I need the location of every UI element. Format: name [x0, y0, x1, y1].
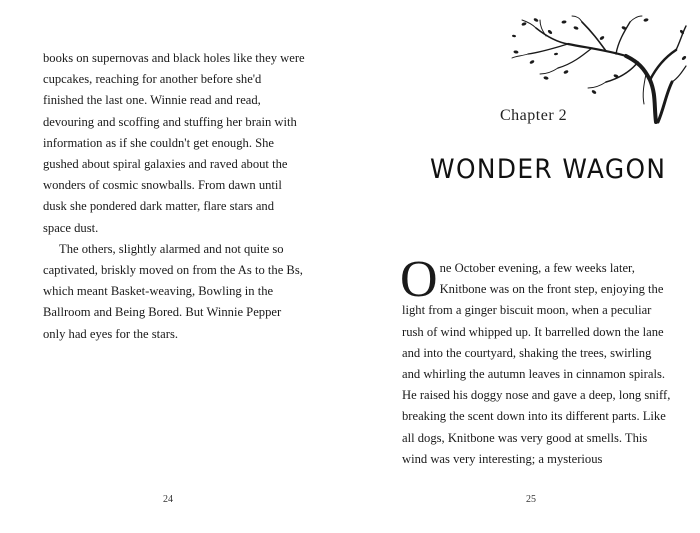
- left-paragraph-1: books on supernovas and black holes like they were cupcakes, reaching for another before she'd finished the last one. Winnie read and read, devouring and scoffing and stuffing her brain with information as if she couldn't get enough. She gushed about spiral galaxies and raved about the wonders of cosmic snowballs. From dawn until dusk she pondered dark matter, flare stars and space dust.: [43, 51, 305, 235]
- chapter-title: WONDER WAGON: [430, 154, 667, 186]
- right-page-text: [400, 251, 672, 470]
- chapter-label: Chapter 2: [500, 107, 568, 124]
- page-number-left: 24: [163, 494, 173, 505]
- left-paragraph-2: The others, slightly alarmed and not quite so captivated, briskly moved on from the As to the Bs, which meant Basket-weaving, Bowling in the Ballroom and Being Bored. But Winnie Pepper only had eyes for the stars.: [43, 241, 303, 341]
- left-page-text: [43, 48, 305, 345]
- right-paragraph-1: [400, 251, 672, 470]
- right-page: [350, 0, 700, 533]
- page-number-right: 25: [526, 494, 536, 505]
- drop-cap: O: [400, 251, 438, 308]
- right-paragraph-1-text: ne October evening, a few weeks later, Knitbone was on the front step, enjoying the light from a ginger biscuit moon, when a peculiar rush of wind whipped up. It barrelled down the lane and into the courtyard, shaking the trees, swirling and whirling the autumn leaves in cinnamon spirals. He raised his doggy nose and gave a deep, long sniff, breaking the scent down into its different parts. Like all dogs, Knitbone was very good at smells. This wind was very interesting; a mysterious: [402, 261, 671, 466]
